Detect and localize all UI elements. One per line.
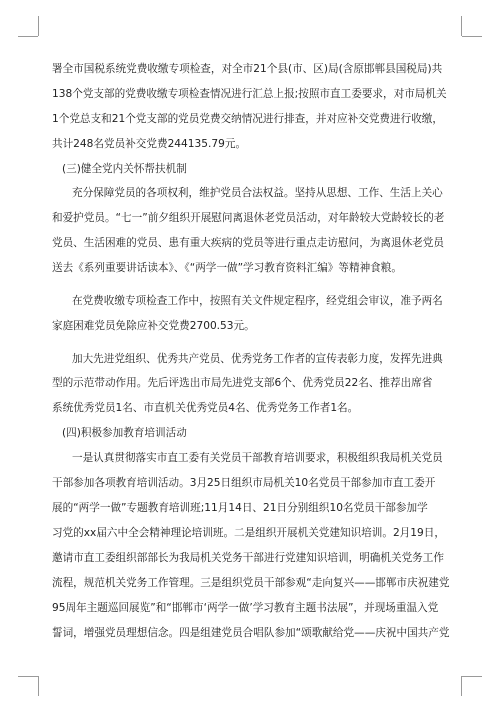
crop-mark-bottom-right-vertical — [461, 676, 462, 696]
text-line: 和爱护党员。“七一”前夕组织开展慰问离退休老党员活动，对年龄较大党龄较长的老 — [52, 212, 445, 224]
text-line: 家庭困难党员免除应补交党费2700.53元。 — [52, 320, 255, 332]
text-line: 干部参加各项教育培训活动。3月25日组织市局机关10名党员干部参加市直工委开 — [52, 477, 436, 489]
text-line: 1个党总支和21个党支部的党员党费交纳情况进行排查，并对应补交党费进行收缴， — [52, 113, 443, 125]
text-line: 党员、生活困难的党员、患有重大疾病的党员等进行重点走访慰问，为离退休老党员 — [52, 237, 444, 249]
text-line: 在党费收缴专项检查工作中，按照有关文件规定程序，经党组会审议，准予两名 — [72, 295, 443, 307]
crop-mark-bottom-left-horizontal — [18, 676, 38, 677]
text-line: 系统优秀党员1名、市直机关优秀党员4名、优秀党务工作者1名。 — [52, 402, 359, 414]
text-line: 138个党支部的党费收缴专项检查情况进行汇总上报;按照市直工委要求，对市局机关 — [52, 88, 447, 100]
crop-mark-bottom-left-vertical — [38, 676, 39, 696]
crop-mark-top-right-vertical — [461, 16, 462, 36]
text-line: 展的“两学一做”专题教育培训班;11月14日、21日分别组织10名党员干部参加学 — [52, 502, 428, 514]
text-line: 共计248名党员补交党费244135.79元。 — [52, 138, 247, 150]
text-line: 流程，规范机关党务工作管理。三是组织党员干部参观“走向复兴——邯郸市庆祝建党 — [52, 577, 450, 589]
crop-mark-top-right-horizontal — [462, 36, 482, 37]
text-line: 邀请市直工委组织部部长为我局机关党务干部进行党建知识培训，明确机关党务工作 — [52, 552, 444, 564]
text-line: 95周年主题巡回展览”和“邯郸市‘两学一做’学习教育主题书法展”，并现场重温入党 — [52, 602, 439, 614]
text-line: 型的示范带动作用。先后评选出市局先进党支部6个、优秀党员22名、推荐出席省 — [52, 377, 433, 389]
text-line: 送去《系列重要讲话读本》、《“两学一做”学习教育资料汇编》等精神食粮。 — [52, 262, 402, 274]
text-line: 署全市国税系统党费收缴专项检查，对全市21个县(市、区)局(含原邯郸县国税局)共 — [52, 63, 443, 75]
crop-mark-bottom-right-horizontal — [462, 676, 482, 677]
section-heading: (四)积极参加教育培训活动 — [62, 427, 187, 439]
text-line: 加大先进党组织、优秀共产党员、优秀党务工作者的宣传表彰力度，发挥先进典 — [72, 353, 443, 365]
crop-mark-top-left-horizontal — [18, 36, 38, 37]
text-line: 充分保障党员的各项权利，维护党员合法权益。坚持从思想、工作、生活上关心 — [72, 187, 443, 199]
text-line: 习党的xx届六中全会精神理论培训班。二是组织开展机关党建知识培训。2月19日， — [52, 527, 445, 539]
text-line: 誓词，增强党员理想信念。四是组建党员合唱队参加“颂歌献给党——庆祝中国共产党 — [52, 627, 450, 639]
text-line: 一是认真贯彻落实市直工委有关党员干部教育培训要求，积极组织我局机关党员 — [72, 452, 443, 464]
section-heading: (三)健全党内关怀帮扶机制 — [62, 163, 187, 175]
crop-mark-top-left-vertical — [38, 16, 39, 36]
